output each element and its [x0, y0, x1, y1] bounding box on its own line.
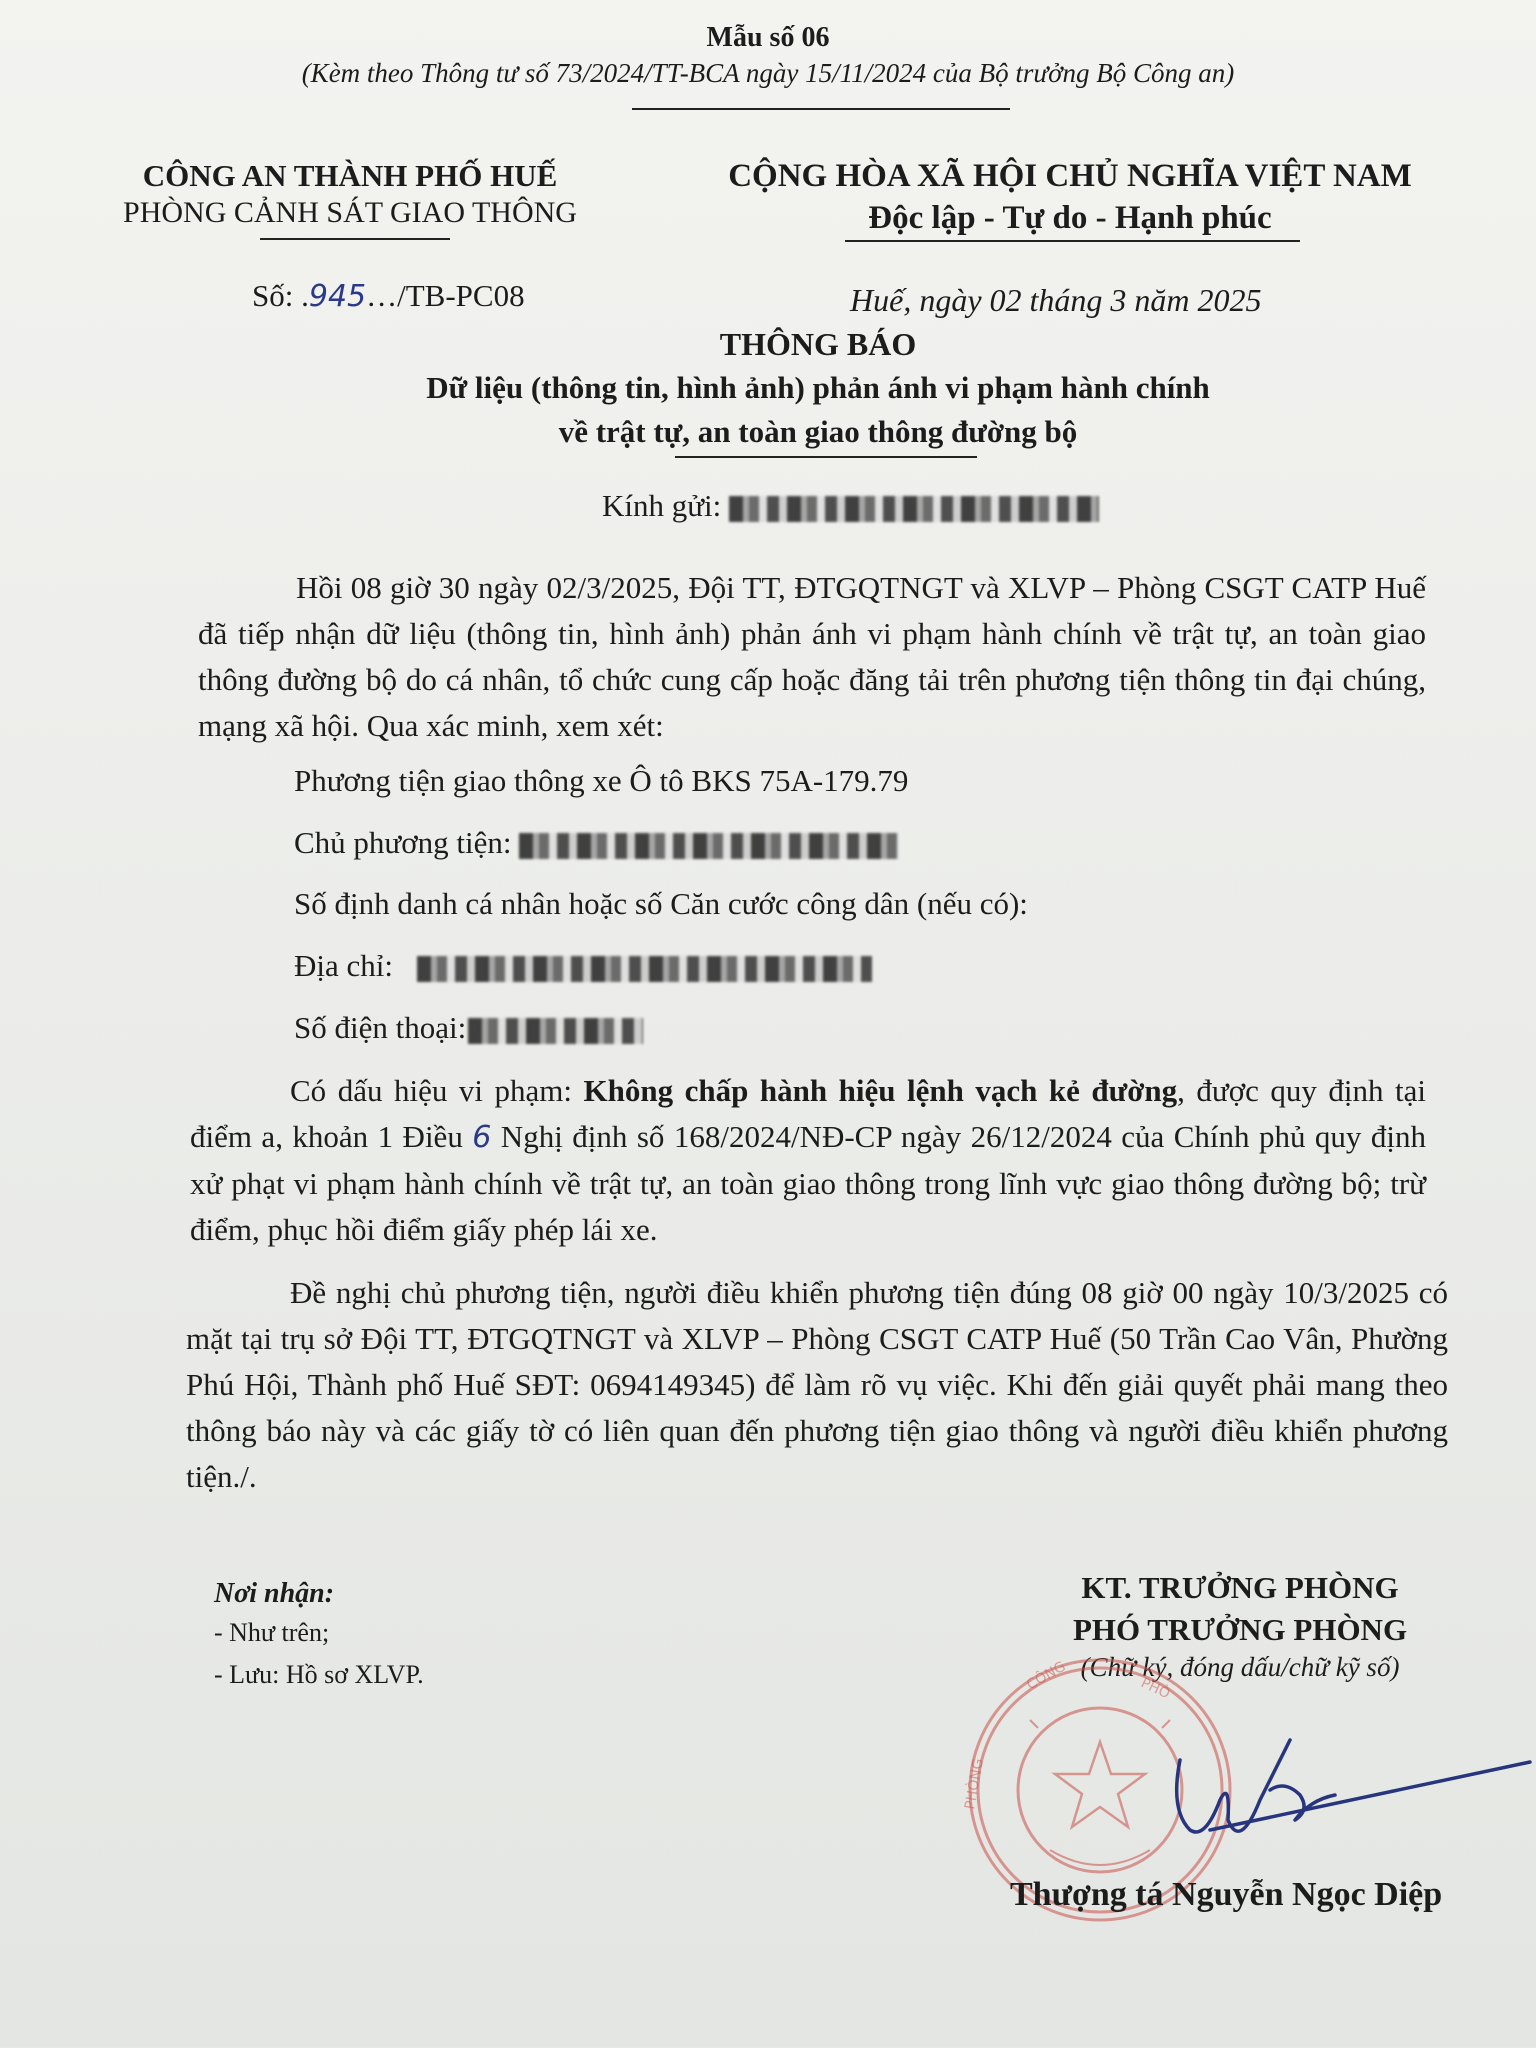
violation-rest: Nghị định số 168/2024/NĐ-CP ngày 26/12/2024 của Chính phủ quy định xử phạt vi phạm hành chính về trật tự, an toàn giao thông trong lĩnh vực giao thông đường bộ; trừ điểm, phục hồi điểm giấy phép lái xe. [190, 1119, 1426, 1247]
form-basis: (Kèm theo Thông tư số 73/2024/TT-BCA ngày 15/11/2024 của Bộ trưởng Bộ Công an) [301, 58, 1235, 88]
svg-text:PHÒNG: PHÒNG [962, 1757, 987, 1811]
owner-label: Chủ phương tiện: [294, 825, 512, 860]
phone-label: Số điện thoại: [294, 1010, 467, 1045]
divider [675, 456, 977, 458]
title-line-1: Dữ liệu (thông tin, hình ảnh) phản ánh vi phạm hành chính [426, 370, 1210, 405]
id-line: Số định danh cá nhân hoặc số Căn cước công dân (nếu có): [294, 886, 1028, 921]
redacted-owner [519, 833, 899, 859]
signer-title-2: PHÓ TRƯỞNG PHÒNG [1072, 1612, 1408, 1647]
handwritten-signature [1150, 1720, 1536, 1860]
signer-name: Thượng tá Nguyễn Ngọc Diệp [1010, 1876, 1443, 1913]
violation-text: , được quy định tại điểm a, khoản 1 Điều [190, 1073, 1427, 1154]
recipient-line [602, 488, 1099, 524]
address-label: Địa chỉ: [294, 948, 393, 983]
signer-title-1: KT. TRƯỞNG PHÒNG [1081, 1570, 1399, 1605]
national-motto: Độc lập - Tự do - Hạnh phúc [868, 200, 1272, 236]
document-number-prefix: Số: . [252, 278, 309, 313]
redacted-recipient [729, 496, 1099, 522]
vehicle-line: Phương tiện giao thông xe Ô tô BKS 75A-179.79 [294, 763, 909, 798]
document-number-handwritten: 945 [308, 279, 367, 314]
document-title: THÔNG BÁO [719, 326, 917, 362]
violation-prefix: Có dấu hiệu vi phạm: [290, 1073, 584, 1108]
address-line [294, 948, 872, 984]
divider [632, 108, 1010, 110]
phone-line [294, 1010, 643, 1046]
divider [260, 238, 450, 240]
article-number-handwritten: 6 [472, 1120, 492, 1155]
document-number-suffix: …/TB-PC08 [366, 278, 525, 313]
svg-text:CÔNG: CÔNG [1024, 1658, 1069, 1694]
paragraph-request: Đề nghị chủ phương tiện, người điều khiển phương tiện đúng 08 giờ 00 ngày 10/3/2025 có mặt tại trụ sở Đội TT, ĐTGQTNGT và XLVP – Phòng CSGT CATP Huế (50 Trần Cao Vân, Phường Phú Hội, Thành phố Huế SĐT: 0694149345) để làm rõ vụ việc. Khi đến giải quyết phải mang theo thông báo này và các giấy tờ có liên quan đến phương tiện giao thông và người điều khiển phương tiện./. [186, 1275, 1448, 1494]
title-line-2: về trật tự, an toàn giao thông đường bộ [558, 414, 1078, 449]
form-number: Mẫu số 06 [706, 22, 830, 53]
paragraph-intro: Hồi 08 giờ 30 ngày 02/3/2025, Đội TT, ĐTGQTNGT và XLVP – Phòng CSGT CATP Huế đã tiếp nhận dữ liệu (thông tin, hình ảnh) phản ánh vi phạm hành chính về trật tự, an toàn giao thông đường bộ do cá nhân, tổ chức cung cấp hoặc đăng tải trên phương tiện thông tin đại chúng, mạng xã hội. Qua xác minh, xem xét: [198, 570, 1426, 743]
recipient-item: - Lưu: Hồ sơ XLVP. [214, 1660, 424, 1689]
signature-note: (Chữ ký, đóng dấu/chữ kỹ số) [1080, 1652, 1400, 1682]
redacted-phone [468, 1018, 643, 1044]
country-name: CỘNG HÒA XÃ HỘI CHỦ NGHĨA VIỆT NAM [728, 158, 1412, 194]
svg-text:PHÒ: PHÒ [1138, 1675, 1173, 1703]
recipient-label: Kính gửi: [602, 488, 722, 523]
place-date: Huế, ngày 02 tháng 3 năm 2025 [850, 282, 1262, 318]
violation-name: Không chấp hành hiệu lệnh vạch kẻ đường [583, 1073, 1178, 1108]
redacted-address [417, 956, 872, 982]
recipient-item: - Như trên; [214, 1618, 330, 1647]
owner-line [294, 825, 899, 861]
issuer-dept: PHÒNG CẢNH SÁT GIAO THÔNG [123, 196, 577, 229]
divider [845, 240, 1300, 242]
document-number [252, 278, 525, 314]
paragraph-violation [190, 1068, 1426, 1253]
recipients-label: Nơi nhận: [214, 1578, 335, 1609]
issuer-org: CÔNG AN THÀNH PHỐ HUẾ [142, 158, 558, 193]
